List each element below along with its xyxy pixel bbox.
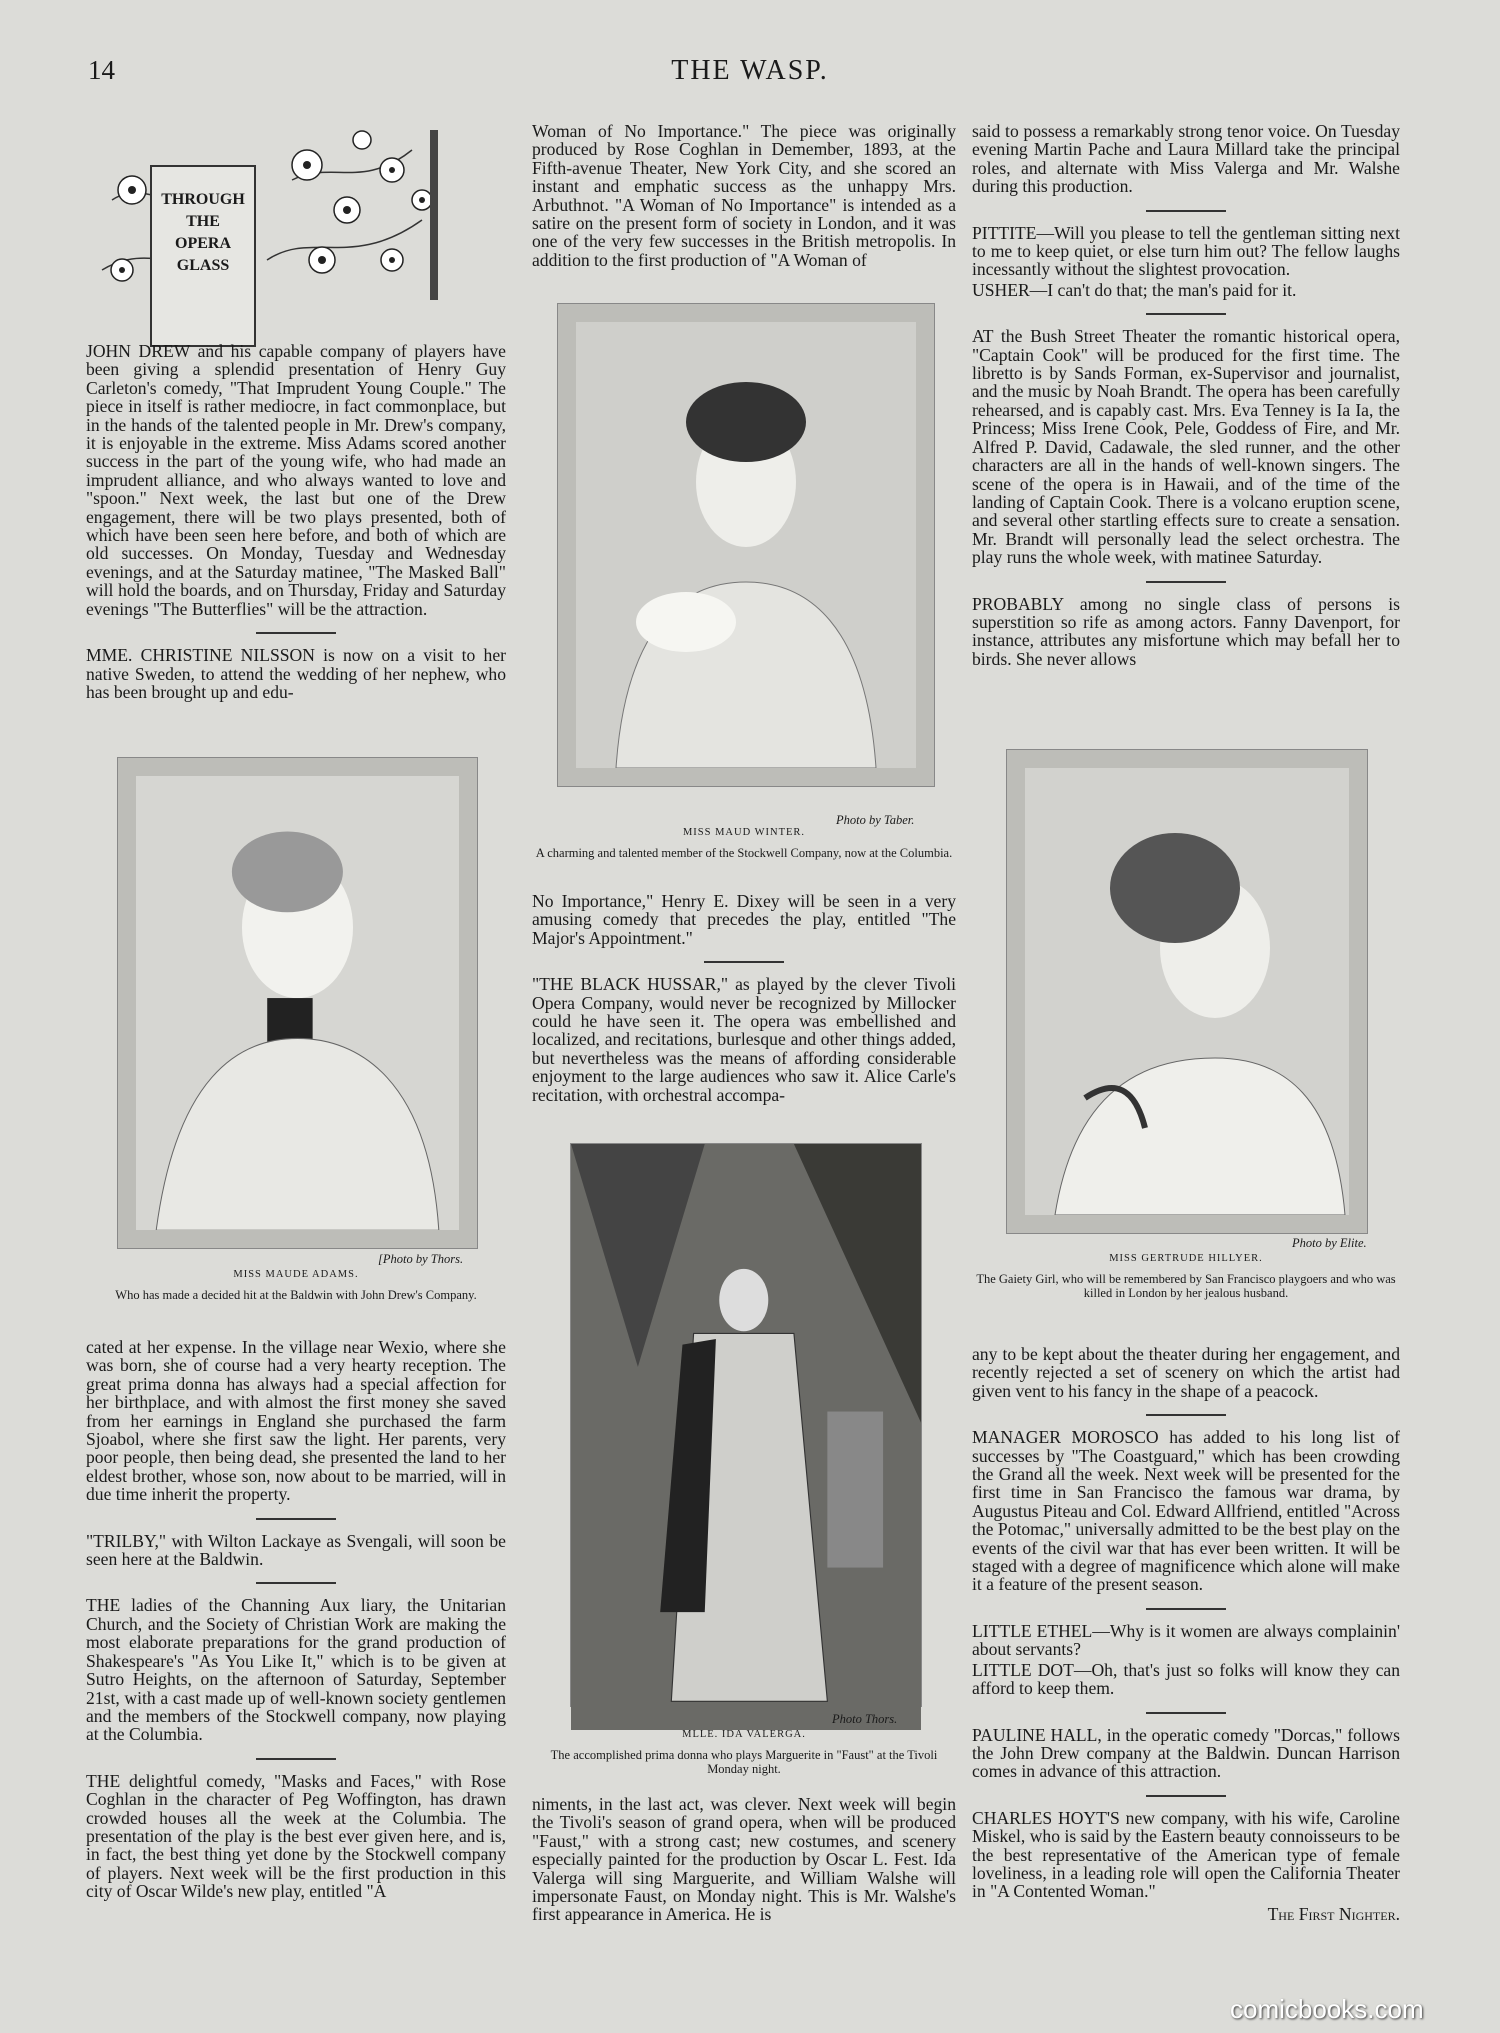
article-faust: niments, in the last act, was clever. Next week will begin the Tivoli's season of grand opera, when will be produced "Faust," with a strong cast; new costumes, and scenery especially painted for the production by Oscar L. Fest. Ida Valerga will sing Marguerite, and William Walshe will impersonate Faust, on Monday night. This is Mr. Walshe's first appearance in America. He is	[532, 1794, 956, 1925]
separator	[256, 1582, 336, 1584]
separator	[704, 961, 784, 963]
section-title-box	[150, 165, 256, 347]
page-header	[0, 55, 1500, 95]
separator	[256, 632, 336, 634]
photo-credit: [Photo by Thors.	[378, 1252, 464, 1266]
caption-name: MISS GERTRUDE HILLYER.	[1109, 1253, 1263, 1264]
photo-credit: Photo Thors.	[832, 1712, 898, 1726]
article-nilsson-cont: cated at her expense. In the village near Wexio, where she was born, she of course had a very hearty reception. The great prima donna has always had a special affection for her birthplace, and with almost the first money she saved from her earnings in England she purchased the farm Sjoabol, where she first saw the light. Her parents, very poor people, then being dead, she presented the land to her eldest brother, whose son, now about to be married, will in due time inherit the property.	[86, 1337, 506, 1505]
caption-hillyer	[972, 1252, 1400, 1300]
separator	[1146, 581, 1226, 583]
caption-valerga	[532, 1728, 956, 1776]
article-woman-no-importance: Woman of No Importance." The piece was originally produced by Rose Coghlan in Demember, 1893, at the Fifth-avenue Theater, New York City, and she scored an instant and emphatic success as the unhappy Mrs. Arbuthnot. "A Woman of No Importance" is intended as a satire on the present form of society in London, and it was one of the very few successes in the British metropolis. In addition to the first production of "A Woman of	[532, 121, 956, 270]
separator	[1146, 1414, 1226, 1416]
separator	[1146, 1795, 1226, 1797]
article-superstition: PROBABLY among no single class of persons is superstition so rife as among actors. Fanny Davenport, for instance, attributes any misfortune which may befall her to birds. She never allows	[972, 593, 1400, 669]
photo-gertrude-hillyer	[1006, 749, 1368, 1234]
column-1-bottom	[86, 1338, 506, 1915]
joke-little-ethel: LITTLE ETHEL—Why is it women are always complainin' about servants?	[972, 1620, 1400, 1660]
column-2-middle	[532, 892, 956, 1118]
separator	[1146, 1608, 1226, 1610]
portrait-adams	[136, 776, 459, 1230]
article-pauline-hall: PAULINE HALL, in the operatic comedy "Dorcas," follows the John Drew company at the Baldwin. Duncan Harrison comes in advance of this attraction.	[972, 1724, 1400, 1782]
separator	[256, 1518, 336, 1520]
column-1-top	[86, 342, 506, 715]
article-drew: JOHN DREW and his capable company of players have been giving a splendid presentation of Henry Guy Carleton's comedy, "That Imprudent Young Couple." The piece in itself is rather mediocre, in fact commonplace, but in the hands of the talented people in Mr. Drew's company, it is enjoyable in the extreme. Miss Adams scored another success in the part of the young wife, who had made an imprudent alliance, and who always wanted to love and "spoon." Next week, the last but one of the Drew engagement, there will be two plays presented, both of which have been seen here before, and both of which are old successes. On Monday, Tuesday and Wednesday evenings, and at the Saturday matinee, "The Masked Ball" will hold the boards, and on Thursday, Friday and Saturday evenings "The Butterflies" will be the attraction.	[86, 341, 506, 619]
article-black-hussar: "THE BLACK HUSSAR," as played by the clever Tivoli Opera Company, would never be recognized by Millocker could he have seen it. The opera was embellished and localized, and recitations, burlesque and other things added, but nevertheless was the means of affording considerable enjoyment to the large audiences who saw it. Alice Carle's recitation, with orchestral accompa-	[532, 974, 956, 1105]
article-captain-cook: AT the Bush Street Theater the romantic historical opera, "Captain Cook" will be produced for the first time. The libretto is by Sands Forman, ex-Supervisor and journalist, and the music by Noah Brandt. The opera has been carefully rehearsed, and is capably cast. Mrs. Eva Tenney is Ia Ia, the Princess; Miss Irene Cook, Pele, Goddess of Fire, and Mr. Alfred P. David, Cadawale, the sled runner, and the other characters are all in the hands of well-known singers. The scene of the opera is in Hawaii, and of the time of the landing of Captain Cook. There is a volcano eruption scene, and several other startling effects sure to create a sensation. Mr. Brandt will personally lead the select orchestra. The play runs the whole week, with matinee Saturday.	[972, 326, 1400, 568]
watermark: comicbooks.com	[1230, 1994, 1424, 2024]
separator	[256, 1758, 336, 1760]
separator	[1146, 210, 1226, 212]
caption-name: MLLE. IDA VALERGA.	[682, 1729, 806, 1740]
photo-credit: Photo by Taber.	[836, 813, 915, 827]
caption-adams	[86, 1268, 506, 1302]
caption-text: Who has made a decided hit at the Baldwin with John Drew's Company.	[115, 1288, 477, 1302]
signature: The First Nighter.	[1267, 1903, 1400, 1924]
caption-text: A charming and talented member of the Stockwell Company, now at the Columbia.	[535, 846, 953, 860]
article-channing: THE ladies of the Channing Aux liary, the Unitarian Church, and the Society of Christian Work are making the most elaborate preparations for the grand production of Shakespeare's "As You Like It," which is to be given at Sutro Heights, on the afternoon of Saturday, September 21st, with a cast made up of well-known society gentlemen and the members of the Stockwell company, now playing at the Columbia.	[86, 1595, 506, 1745]
masthead: THE WASP.	[671, 55, 829, 86]
photo-ida-valerga	[570, 1143, 922, 1707]
caption-winter	[532, 826, 956, 860]
article-dixey: No Importance," Henry E. Dixey will be seen in a very amusing comedy that precedes the play, entitled "The Major's Appointment."	[532, 891, 956, 948]
title-line: THE	[186, 213, 220, 230]
photo-maude-adams	[117, 757, 478, 1249]
joke-little-dot: LITTLE DOT—Oh, that's just so folks will know they can afford to keep them.	[972, 1659, 1400, 1699]
separator	[1146, 1712, 1226, 1714]
portrait-winter	[576, 322, 916, 768]
caption-text: The Gaiety Girl, who will be remembered by San Francisco playgoers and who was killed in London by her jealous husband.	[976, 1272, 1396, 1300]
separator	[1146, 313, 1226, 315]
title-line: OPERA	[175, 235, 231, 252]
page-number: 14	[88, 55, 115, 85]
photo-credit: Photo by Elite.	[1292, 1236, 1367, 1250]
caption-name: MISS MAUD WINTER.	[682, 827, 806, 838]
article-walshe-cont: said to possess a remarkably strong tenor voice. On Tuesday evening Martin Pache and Laura Millard take the principal roles, and alternate with Miss Valerga and Mr. Walshe during this production.	[972, 121, 1400, 197]
article-morosco: MANAGER MOROSCO has added to his long list of successes by "The Coastguard," which has been crowding the Grand all the week. Next week will be presented for the first time in San Francisco the famous war drama, by Augustus Piteau and Col. Edward Allfriend, entitled "Across the Potomac," universally admitted to be the best play on the events of the civil war that has ever been written. It will be staged with a degree of magnificence which alone will make it a feature of the present season.	[972, 1427, 1400, 1595]
portrait-hillyer	[1025, 768, 1349, 1215]
article-nilsson: MME. CHRISTINE NILSSON is now on a visit to her native Sweden, to attend the wedding of her nephew, who has been brought up and edu-	[86, 645, 506, 702]
column-2-bottom	[532, 1795, 956, 1938]
portrait-valerga	[571, 1144, 921, 1730]
joke-usher: USHER—I can't do that; the man's paid for it.	[972, 279, 1297, 300]
caption-name: MISS MAUDE ADAMS.	[233, 1269, 359, 1280]
column-2-top	[532, 122, 956, 283]
article-masks-faces: THE delightful comedy, "Masks and Faces," with Rose Coghlan in the character of Peg Woffington, has drawn crowded houses all the week at the Columbia. The presentation of the play is the best ever given here, and is, in fact, the best thing yet done by the Stockwell company of players. Next week will be the first production in this city of Oscar Wilde's new play, entitled "A	[86, 1770, 506, 1902]
caption-text: The accomplished prima donna who plays Marguerite in "Faust" at the Tivoli Monday night.	[550, 1748, 938, 1776]
column-3-bottom	[972, 1345, 1400, 1923]
article-trilby: "TRILBY," with Wilton Lackaye as Svengali, will soon be seen here at the Baldwin.	[86, 1530, 506, 1570]
title-line: THROUGH	[161, 191, 245, 208]
article-hoyt: CHARLES HOYT'S new company, with his wife, Caroline Miskel, who is said by the Eastern beauty connoisseurs to be the best representative of the American type of female loveliness, in a leading role will open the California Theater in "A Contented Woman."	[972, 1807, 1400, 1902]
photo-maud-winter	[557, 303, 935, 787]
article-superstition-cont: any to be kept about the theater during her engagement, and recently rejected a set of scenery on which the artist had given vent to his fancy in the shape of a peacock.	[972, 1344, 1400, 1401]
joke-pittite: PITTITE—Will you please to tell the gentleman sitting next to me to keep quiet, or else turn him out? The fellow laughs incessantly without the slightest provocation.	[972, 222, 1400, 280]
floral-decoration	[92, 120, 457, 320]
title-line: GLASS	[176, 257, 230, 274]
column-3-top	[972, 122, 1400, 682]
